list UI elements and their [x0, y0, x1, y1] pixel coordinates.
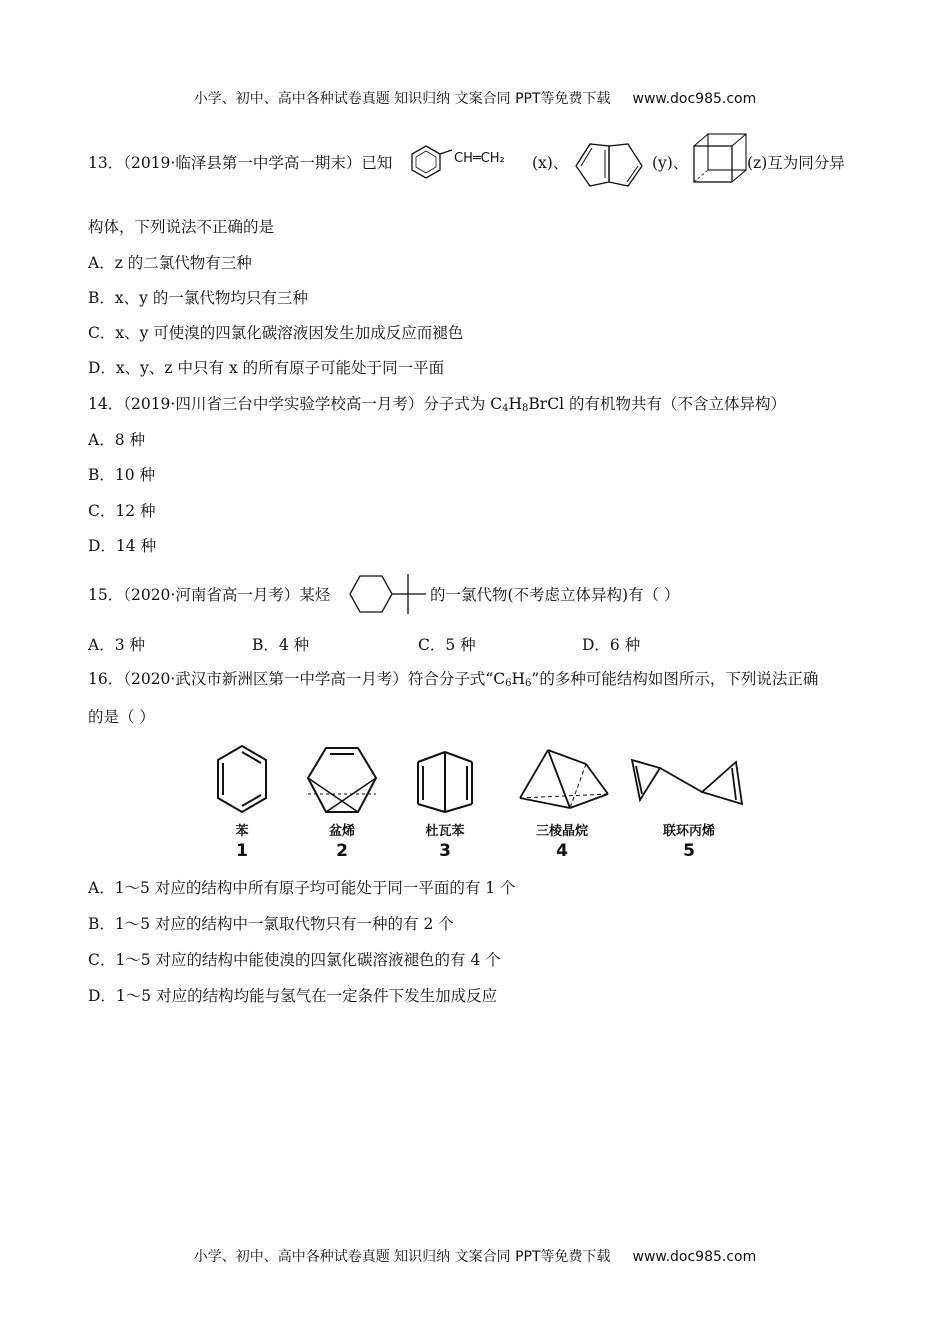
q16-sub-1: 6	[505, 678, 512, 689]
q16-stem-a: 16．（2020·武汉市新洲区第一中学高一月考）符合分子式“C	[88, 670, 506, 688]
bicyclopropenyl-structure	[626, 752, 750, 814]
figure-4-number: 4	[556, 841, 568, 861]
figure-2-number: 2	[336, 841, 348, 861]
q14-stem-b: BrCl 的有机物共有（不含立体异构）	[528, 395, 786, 413]
q13-stem-line2: 构体，下列说法不正确的是	[88, 218, 275, 236]
figure-5-caption	[644, 820, 734, 861]
footer-site: www.doc985.com	[632, 1249, 757, 1265]
figure-4-caption	[520, 820, 604, 861]
q15-option-b: B．4 种	[252, 636, 310, 654]
q16-sub-2: 6	[525, 678, 532, 689]
q14-stem	[88, 394, 786, 419]
q13-label-y: (y)、	[652, 154, 689, 172]
header-site: www.doc985.com	[632, 91, 757, 107]
tert-butylcyclohexane-structure	[340, 564, 430, 624]
figure-5-name: 联环丙烯	[662, 824, 715, 839]
q16-option-d: D．1～5 对应的结构均能与氢气在一定条件下发生加成反应	[88, 987, 498, 1005]
q13-option-d: D．x、y、z 中只有 x 的所有原子可能处于同一平面	[88, 359, 445, 377]
q14-option-a: A．8 种	[88, 431, 145, 449]
figure-1-caption	[212, 820, 272, 861]
q14-stem-a: 14．（2019·四川省三台中学实验学校高一月考）分子式为 C	[88, 395, 503, 413]
q15-option-d: D．6 种	[582, 636, 641, 654]
styrene-formula: CH═CH₂	[454, 151, 505, 166]
figure-1-name: 苯	[235, 824, 249, 839]
q13-option-b: B．x、y 的一氯代物均只有三种	[88, 289, 308, 307]
q16-option-a: A．1～5 对应的结构中所有原子均可能处于同一平面的有 1 个	[88, 879, 516, 897]
q14-sub-1: 4	[502, 403, 509, 414]
q16-option-b: B．1～5 对应的结构中一氯取代物只有一种的有 2 个	[88, 915, 454, 933]
q14-option-b: B．10 种	[88, 466, 156, 484]
q13-option-a: A．z 的二氯代物有三种	[88, 254, 252, 272]
q13-label-z: (z)互为同分异	[747, 154, 845, 172]
figure-3-name: 杜瓦苯	[425, 824, 465, 839]
pentalene-structure	[568, 138, 650, 190]
q16-stem-line1	[88, 669, 818, 694]
q16-stem-b: ”的多种可能结构如图所示，下列说法正确	[531, 670, 819, 688]
q15-stem-a: 15．（2020·河南省高一月考）某烃	[88, 586, 331, 604]
benzvalene-structure	[302, 742, 382, 818]
figure-2-caption	[312, 820, 372, 861]
figure-5-number: 5	[683, 841, 695, 861]
cubane-structure	[690, 130, 750, 186]
page-footer	[0, 1246, 950, 1266]
figure-3-caption	[408, 820, 482, 861]
q14-mid: H	[508, 395, 523, 413]
figure-2-name: 盆烯	[328, 824, 355, 839]
footer-text: 小学、初中、高中各种试卷真题 知识归纳 文案合同 PPT等免费下载	[193, 1249, 611, 1265]
prismane-structure	[514, 742, 614, 818]
q15-option-c: C．5 种	[418, 636, 476, 654]
figure-1-number: 1	[236, 841, 248, 861]
figure-3-number: 3	[439, 841, 451, 861]
header-text: 小学、初中、高中各种试卷真题 知识归纳 文案合同 PPT等免费下载	[193, 91, 611, 107]
q15-stem-b: 的一氯代物(不考虑立体异构)有（ ）	[430, 586, 680, 604]
q13-stem-a: 13．（2019·临泽县第一中学高一期末）已知	[88, 154, 393, 172]
q16-mid: H	[511, 670, 526, 688]
q14-sub-2: 8	[522, 403, 529, 414]
q14-option-d: D．14 种	[88, 537, 157, 555]
q16-stem-line2: 的是（ ）	[88, 708, 155, 726]
figure-4-name: 三棱晶烷	[535, 824, 588, 839]
q13-label-x: (x)、	[532, 154, 569, 172]
q13-stem-line1	[88, 153, 392, 173]
page-header	[0, 88, 950, 108]
q16-option-c: C．1～5 对应的结构中能使溴的四氯化碳溶液褪色的有 4 个	[88, 951, 501, 969]
benzene-structure	[212, 742, 272, 818]
q13-option-c: C．x、y 可使溴的四氯化碳溶液因发生加成反应而褪色	[88, 324, 464, 342]
dewar-benzene-structure	[412, 742, 478, 818]
q15-option-a: A．3 种	[88, 636, 145, 654]
q14-option-c: C．12 种	[88, 502, 156, 520]
